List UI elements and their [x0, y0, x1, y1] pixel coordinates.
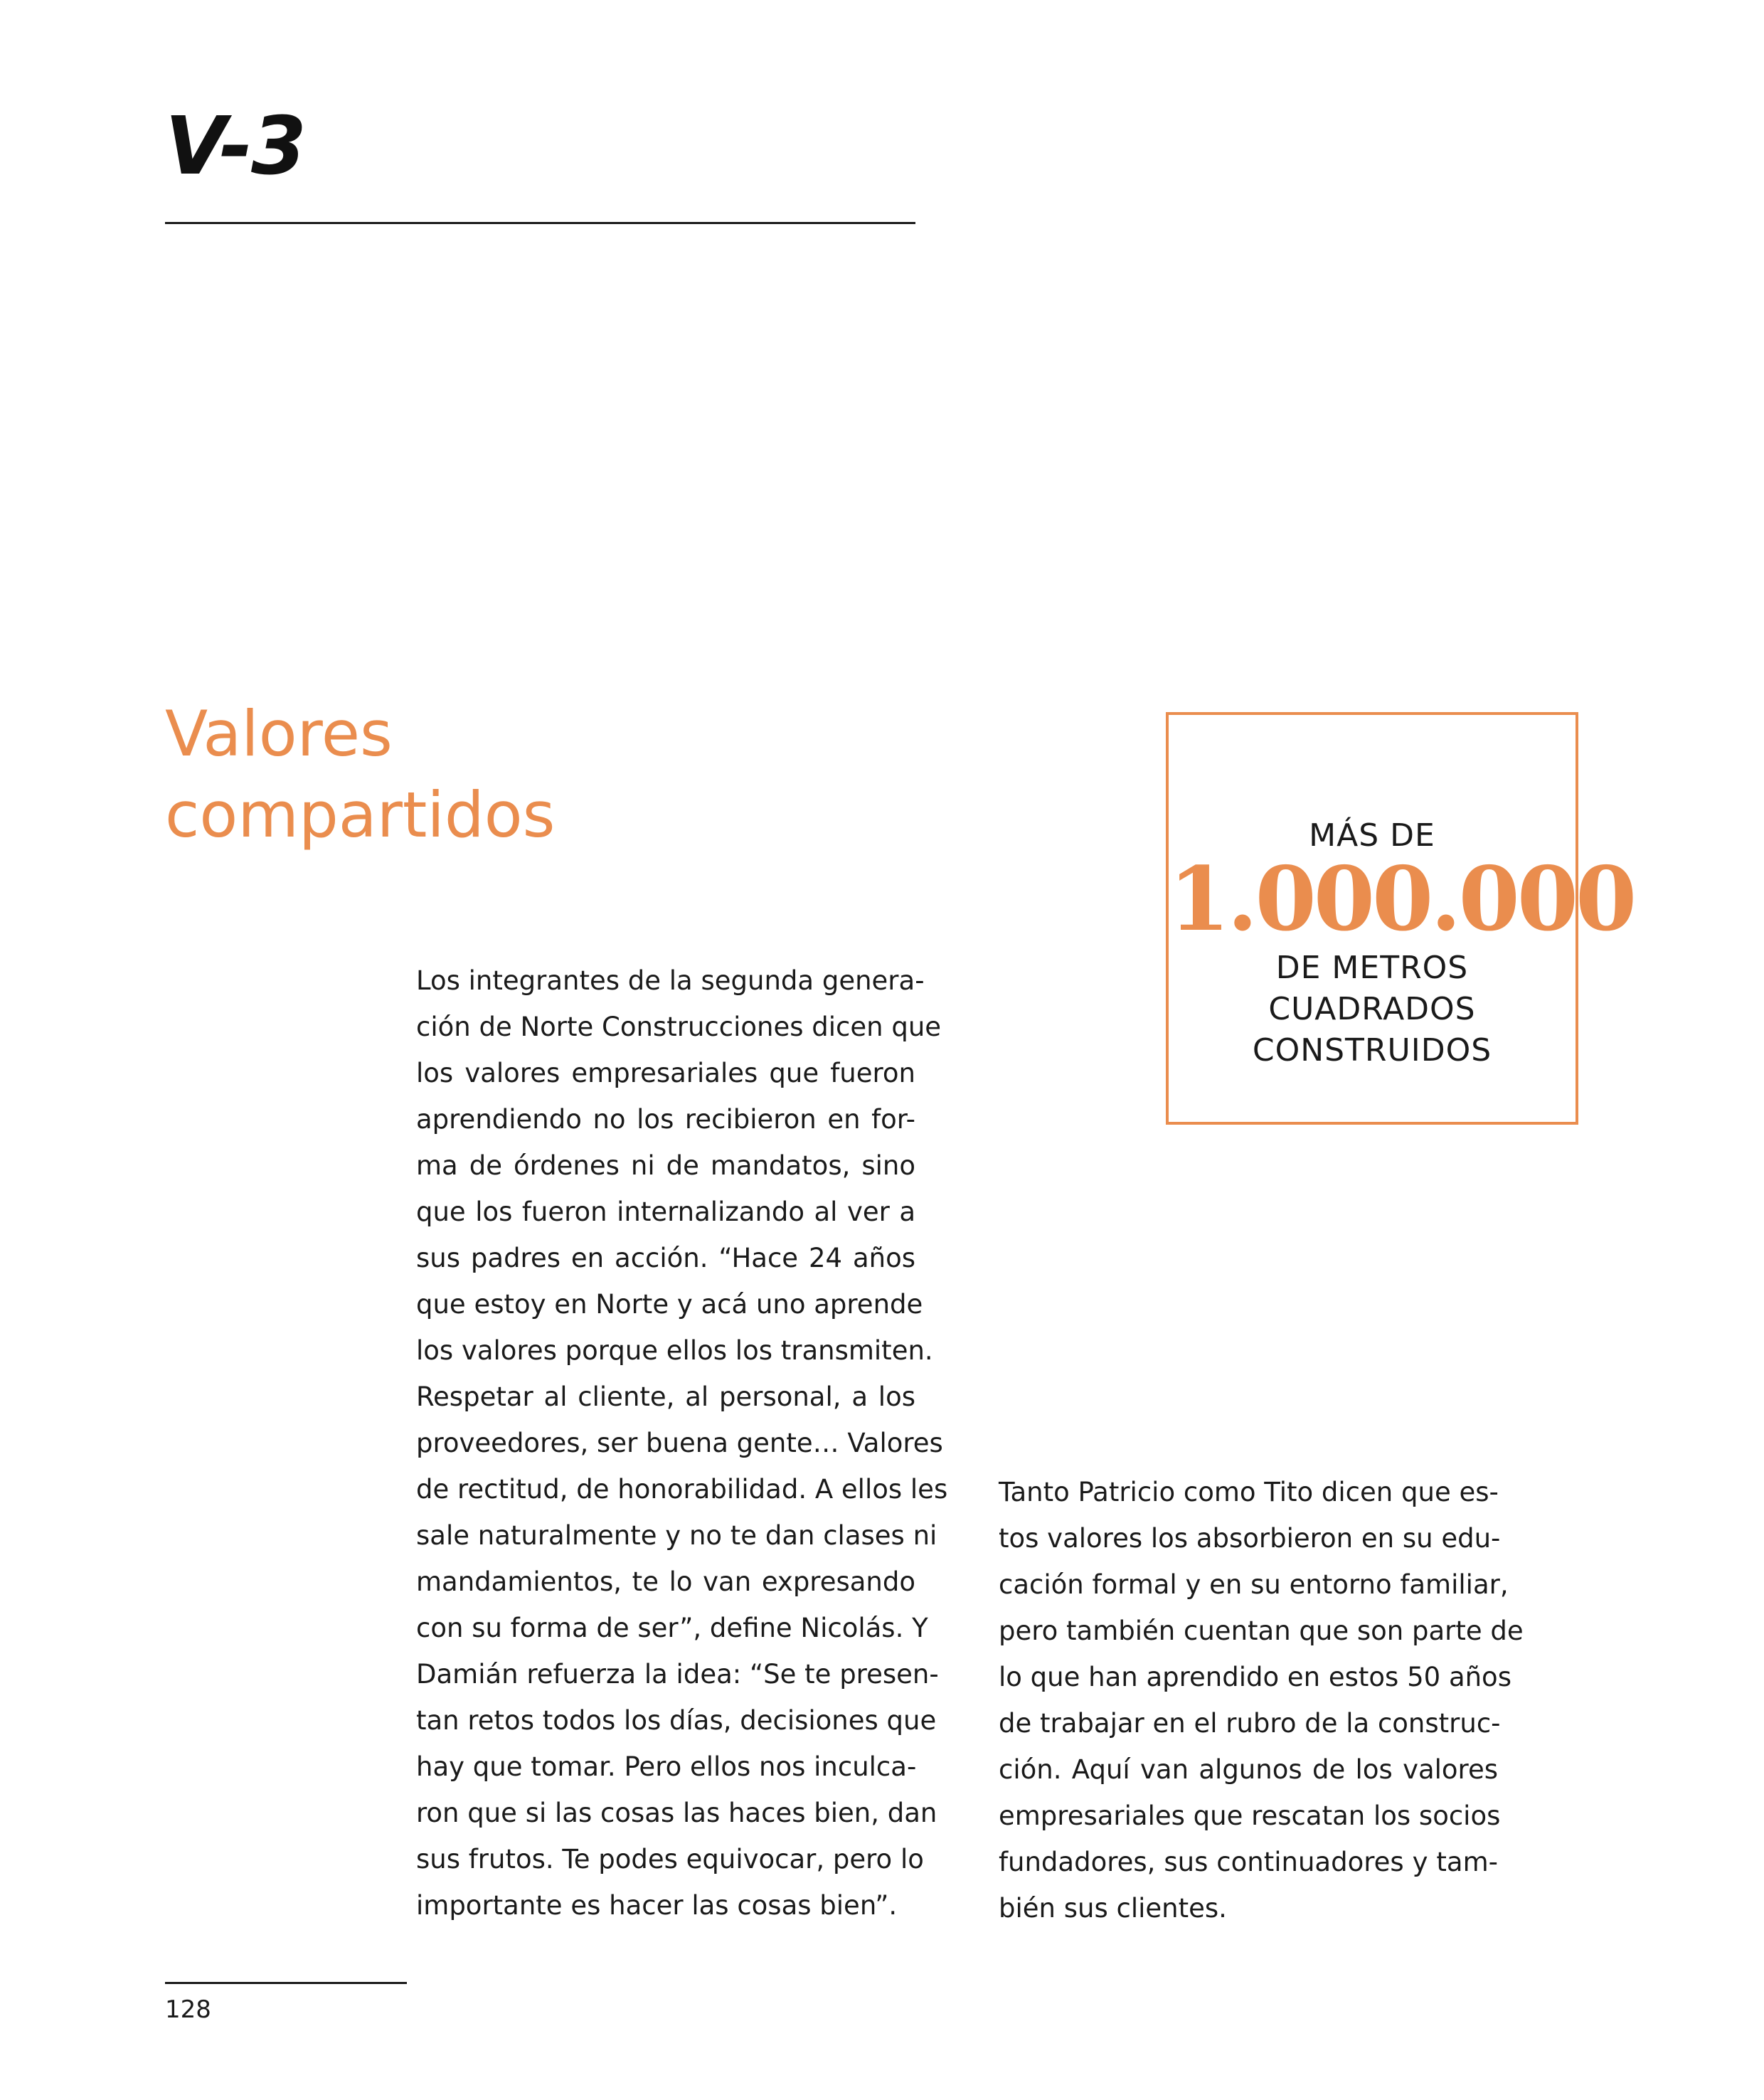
stat-number: 1.000.000: [1169, 848, 1635, 951]
body-line: los valores porque ellos los transmiten.: [416, 1335, 933, 1366]
body-line: de trabajar en el rubro de la construc-: [999, 1708, 1501, 1739]
body-line: con su forma de ser”, define Nicolás. Y: [416, 1613, 928, 1643]
body-line: bién sus clientes.: [999, 1893, 1227, 1924]
body-line: que estoy en Norte y acá uno aprende: [416, 1289, 923, 1320]
body-line: ción de Norte Construcciones dicen que: [416, 1012, 942, 1042]
body-column-left: [416, 958, 948, 1929]
header-divider: [165, 222, 915, 224]
page-number: 128: [165, 1995, 211, 2024]
body-line: mandamientos, te lo van expresando: [416, 1566, 915, 1597]
page-title-line-1: Valores: [165, 697, 393, 770]
body-line: importante es hacer las cosas bien”.: [416, 1890, 898, 1921]
body-line: Tanto Patricio como Tito dicen que es-: [999, 1477, 1499, 1507]
stat-suffix-line: CONSTRUIDOS: [1252, 1032, 1492, 1068]
stat-suffix-line: DE METROS: [1275, 950, 1469, 986]
body-line: ron que si las cosas las haces bien, dan: [416, 1798, 937, 1828]
body-line: sale naturalmente y no te dan clases ni: [416, 1520, 937, 1551]
page-title-line-2: compartidos: [165, 778, 556, 852]
body-line: tan retos todos los días, decisiones que: [416, 1705, 937, 1736]
body-line: de rectitud, de honorabilidad. A ellos les: [416, 1474, 948, 1505]
body-line: lo que han aprendido en estos 50 años: [999, 1662, 1511, 1692]
body-line: hay que tomar. Pero ellos nos inculca-: [416, 1751, 917, 1782]
body-line: Damián refuerza la idea: “Se te presen-: [416, 1659, 939, 1690]
stat-callout-box: [1166, 712, 1635, 1125]
body-line: fundadores, sus continuadores y tam-: [999, 1847, 1498, 1877]
body-line: sus padres en acción. “Hace 24 años: [416, 1243, 915, 1273]
body-line: pero también cuentan que son parte de: [999, 1616, 1524, 1646]
body-line: empresariales que rescatan los socios: [999, 1801, 1501, 1831]
page-title: [165, 694, 555, 856]
stat-suffix: [1169, 948, 1576, 1071]
body-line: los valores empresariales que fueron: [416, 1058, 915, 1088]
body-line: proveedores, ser buena gente… Valores: [416, 1428, 943, 1458]
body-line: tos valores los absorbieron en su edu-: [999, 1523, 1501, 1554]
body-line: que los fueron internalizando al ver a: [416, 1197, 915, 1227]
stat-prefix: MÁS DE: [1309, 817, 1435, 854]
body-line: sus frutos. Te podes equivocar, pero lo: [416, 1844, 924, 1874]
body-line: Respetar al cliente, al personal, a los: [416, 1382, 915, 1412]
body-column-right: [999, 1469, 1524, 1931]
body-line: Los integrantes de la segunda genera-: [416, 965, 925, 996]
footer-divider: [165, 1982, 407, 1984]
stat-suffix-line: CUADRADOS: [1268, 991, 1476, 1027]
body-line: ma de órdenes ni de mandatos, sino: [416, 1150, 915, 1181]
body-line: aprendiendo no los recibieron en for-: [416, 1104, 915, 1135]
body-line: cación formal y en su entorno familiar,: [999, 1569, 1509, 1600]
section-code: V-3: [165, 100, 305, 193]
body-line: ción. Aquí van algunos de los valores: [999, 1754, 1498, 1785]
